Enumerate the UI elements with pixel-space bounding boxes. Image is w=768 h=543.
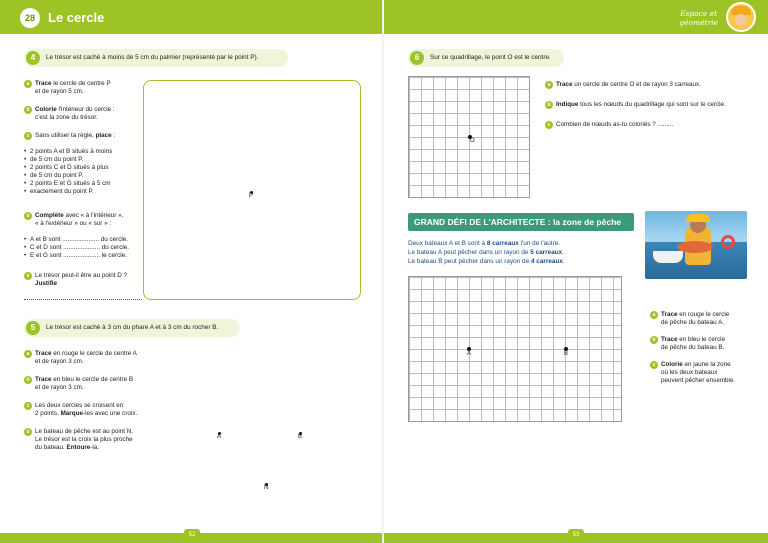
verb: place — [95, 132, 112, 139]
letter-badge: a — [545, 81, 553, 89]
verb: Complète — [35, 212, 64, 219]
text: en jaune la zone — [682, 361, 731, 368]
text: Le bateau de pêche est au point N. — [35, 428, 134, 435]
girl-hat — [686, 214, 710, 222]
buoy-shape — [721, 235, 735, 249]
verb: Trace — [35, 80, 52, 87]
emphasis: 4 carreaux — [530, 258, 563, 265]
exercise-statement: Le trésor est caché à 3 cm du phare A et à 3 cm du rocher B. — [46, 324, 219, 331]
page-number: 53 — [568, 529, 584, 541]
chapter-number: 28 — [20, 8, 40, 28]
point-label: O — [470, 138, 475, 144]
exercise-number: 4 — [26, 51, 40, 65]
text: l'un de l'autre. — [518, 240, 561, 247]
text: en bleu le cercle — [677, 336, 726, 343]
instruction-6a — [545, 81, 755, 89]
bullet-continuation — [24, 172, 136, 180]
point-label: A — [467, 351, 472, 357]
instruction-5c — [24, 402, 149, 418]
text: en rouge le cercle — [677, 311, 730, 318]
fill-in-list — [24, 236, 142, 260]
bullet-list — [24, 148, 136, 196]
point-label: P — [249, 193, 254, 199]
fill-in-item[interactable]: • E et G sont ..................... le cercle. — [24, 252, 142, 260]
text: « à l'extérieur » ou « sur » : — [35, 220, 112, 227]
text: -la. — [90, 444, 100, 451]
text: Les deux cercles se croisent en — [35, 402, 124, 409]
verb: Justifie — [35, 280, 58, 287]
text: en rouge le cercle de centre A — [51, 350, 137, 357]
text[interactable]: Combien de nœuds as-tu coloriés ? ......... — [556, 121, 674, 128]
verb: Entoure — [66, 444, 91, 451]
challenge-instruction-b — [650, 336, 758, 352]
letter-badge: b — [650, 336, 658, 344]
text: du bateau. — [35, 444, 67, 451]
text: Le bateau B peut pêcher dans un rayon de — [408, 258, 531, 265]
letter-badge: c — [24, 132, 32, 140]
letter-badge: d — [24, 428, 32, 436]
text: l'intérieur du cercle : — [56, 106, 115, 113]
instruction-4d — [24, 212, 140, 228]
letter-badge: b — [24, 106, 32, 114]
text: 2 points. — [35, 410, 61, 417]
point-label: B — [564, 351, 569, 357]
text: de 5 cm du point P. — [30, 172, 84, 179]
challenge-instruction-c — [650, 361, 760, 385]
right-page — [384, 0, 768, 543]
letter-badge: c — [24, 402, 32, 410]
letter-badge: b — [545, 101, 553, 109]
fish-shape — [677, 241, 713, 253]
grid-challenge[interactable] — [408, 276, 622, 422]
verb: Trace — [35, 350, 52, 357]
boat-shape — [653, 251, 683, 263]
exercise-statement: Sur ce quadrillage, le point O est le centre. — [430, 54, 551, 61]
domain-line: Espace et — [680, 9, 718, 18]
instruction-5a — [24, 350, 149, 366]
bullet-continuation — [24, 188, 136, 196]
verb: Indique — [556, 101, 579, 108]
text: tous les nœuds du quadrillage qui sont sur le cercle. — [578, 101, 726, 108]
verb: Trace — [661, 336, 678, 343]
domain-label — [679, 9, 718, 27]
exercise-5-header — [24, 319, 240, 337]
text: de 5 cm du point P. — [30, 156, 84, 163]
grid-exercise-6[interactable] — [408, 76, 530, 198]
text: où les deux bateaux — [661, 369, 718, 376]
letter-badge: e — [24, 272, 32, 280]
point-label: A — [217, 434, 222, 440]
fill-in-item[interactable]: • C et D sont ..................... du cercle. — [24, 244, 142, 252]
letter-badge: c — [545, 121, 553, 129]
instruction-4e — [24, 272, 142, 288]
exercise-statement: Le trésor est caché à moins de 5 cm du palmier (représenté par le point P). — [46, 54, 259, 61]
verb: Trace — [35, 376, 52, 383]
letter-badge: b — [24, 376, 32, 384]
verb: Trace — [661, 311, 678, 318]
text: avec « à l'intérieur », — [63, 212, 124, 219]
fill-in-item[interactable]: • A et B sont ..................... du cercle. — [24, 236, 142, 244]
text: Le bateau A peut pêcher dans un rayon de — [408, 249, 531, 256]
instruction-5b — [24, 376, 149, 392]
letter-badge: d — [24, 212, 32, 220]
exercise-number: 6 — [410, 51, 424, 65]
text: le cercle de centre P — [51, 80, 111, 87]
instruction-4a — [24, 80, 136, 96]
drawing-area-4[interactable] — [143, 80, 361, 300]
bullet-item: • 2 points C et D situés à plus — [24, 164, 136, 172]
domain-line: géométrie — [679, 18, 718, 27]
verb: Colorie — [35, 106, 57, 113]
instruction-4c — [24, 132, 136, 140]
verb: Marque — [60, 410, 83, 417]
text: et de rayon 3 cm. — [35, 358, 84, 365]
bullet-item: • 2 points A et B situés à moins — [24, 148, 136, 156]
letter-badge: a — [24, 350, 32, 358]
text: -les avec une croix. — [82, 410, 138, 417]
instruction-5d — [24, 428, 149, 452]
chapter-title: Le cercle — [48, 10, 105, 25]
chapter-header — [0, 0, 384, 34]
text: et de rayon 3 cm. — [35, 384, 84, 391]
point-label: B — [298, 434, 303, 440]
text: peuvent pêcher ensemble. — [661, 377, 736, 384]
text: et de rayon 5 cm. — [35, 88, 84, 95]
bullet-item: • 2 points E et G situés à 5 cm — [24, 180, 136, 188]
text: exactement du point P. — [30, 188, 94, 195]
challenge-instruction-a — [650, 311, 758, 327]
text: de pêche du bateau A. — [661, 319, 725, 326]
mascot-face — [735, 14, 747, 26]
verb: Colorie — [661, 361, 683, 368]
page-number: 52 — [184, 529, 200, 541]
text: un cercle de centre O et de rayon 3 carreaux. — [572, 81, 701, 88]
instruction-6b — [545, 101, 755, 109]
text: : — [111, 132, 116, 139]
verb: Trace — [556, 81, 573, 88]
text: de pêche du bateau B. — [661, 344, 725, 351]
text: Deux bateaux A et B sont à — [408, 240, 487, 247]
text: Le trésor est la croix la plus proche — [35, 436, 133, 443]
emphasis: 5 carreaux — [530, 249, 563, 256]
exercise-6-header — [408, 49, 564, 67]
challenge-title: GRAND DÉFI DE L'ARCHITECTE : la zone de pêche — [408, 213, 634, 231]
challenge-text: Deux bateaux A et B sont à 8 carreaux l'un de l'autre. Le bateau A peut pêcher dans un rayon de 5 carreaux. Le bateau B peut pêcher dans un rayon de 4 carreaux. — [408, 240, 565, 265]
text: Sans utiliser ta règle, — [35, 132, 96, 139]
exercise-number: 5 — [26, 321, 40, 335]
instruction-6c — [545, 121, 755, 129]
drawing-area-5[interactable] — [155, 350, 363, 525]
letter-badge: a — [650, 311, 658, 319]
letter-badge: a — [24, 80, 32, 88]
point-label: N — [264, 485, 269, 491]
text: Le trésor peut-il être au point D ? — [35, 272, 128, 279]
instruction-4b — [24, 106, 136, 122]
domain-header — [384, 0, 768, 34]
emphasis: 8 carreaux — [486, 240, 519, 247]
mascot-avatar — [726, 2, 756, 32]
bullet-continuation — [24, 156, 136, 164]
letter-badge: c — [650, 361, 658, 369]
fisher-girl-illustration — [645, 211, 747, 279]
answer-line[interactable] — [24, 299, 142, 300]
exercise-4-header — [24, 49, 288, 67]
text: en bleu le cercle de centre B — [51, 376, 134, 383]
text: c'est la zone du trésor. — [35, 114, 98, 121]
